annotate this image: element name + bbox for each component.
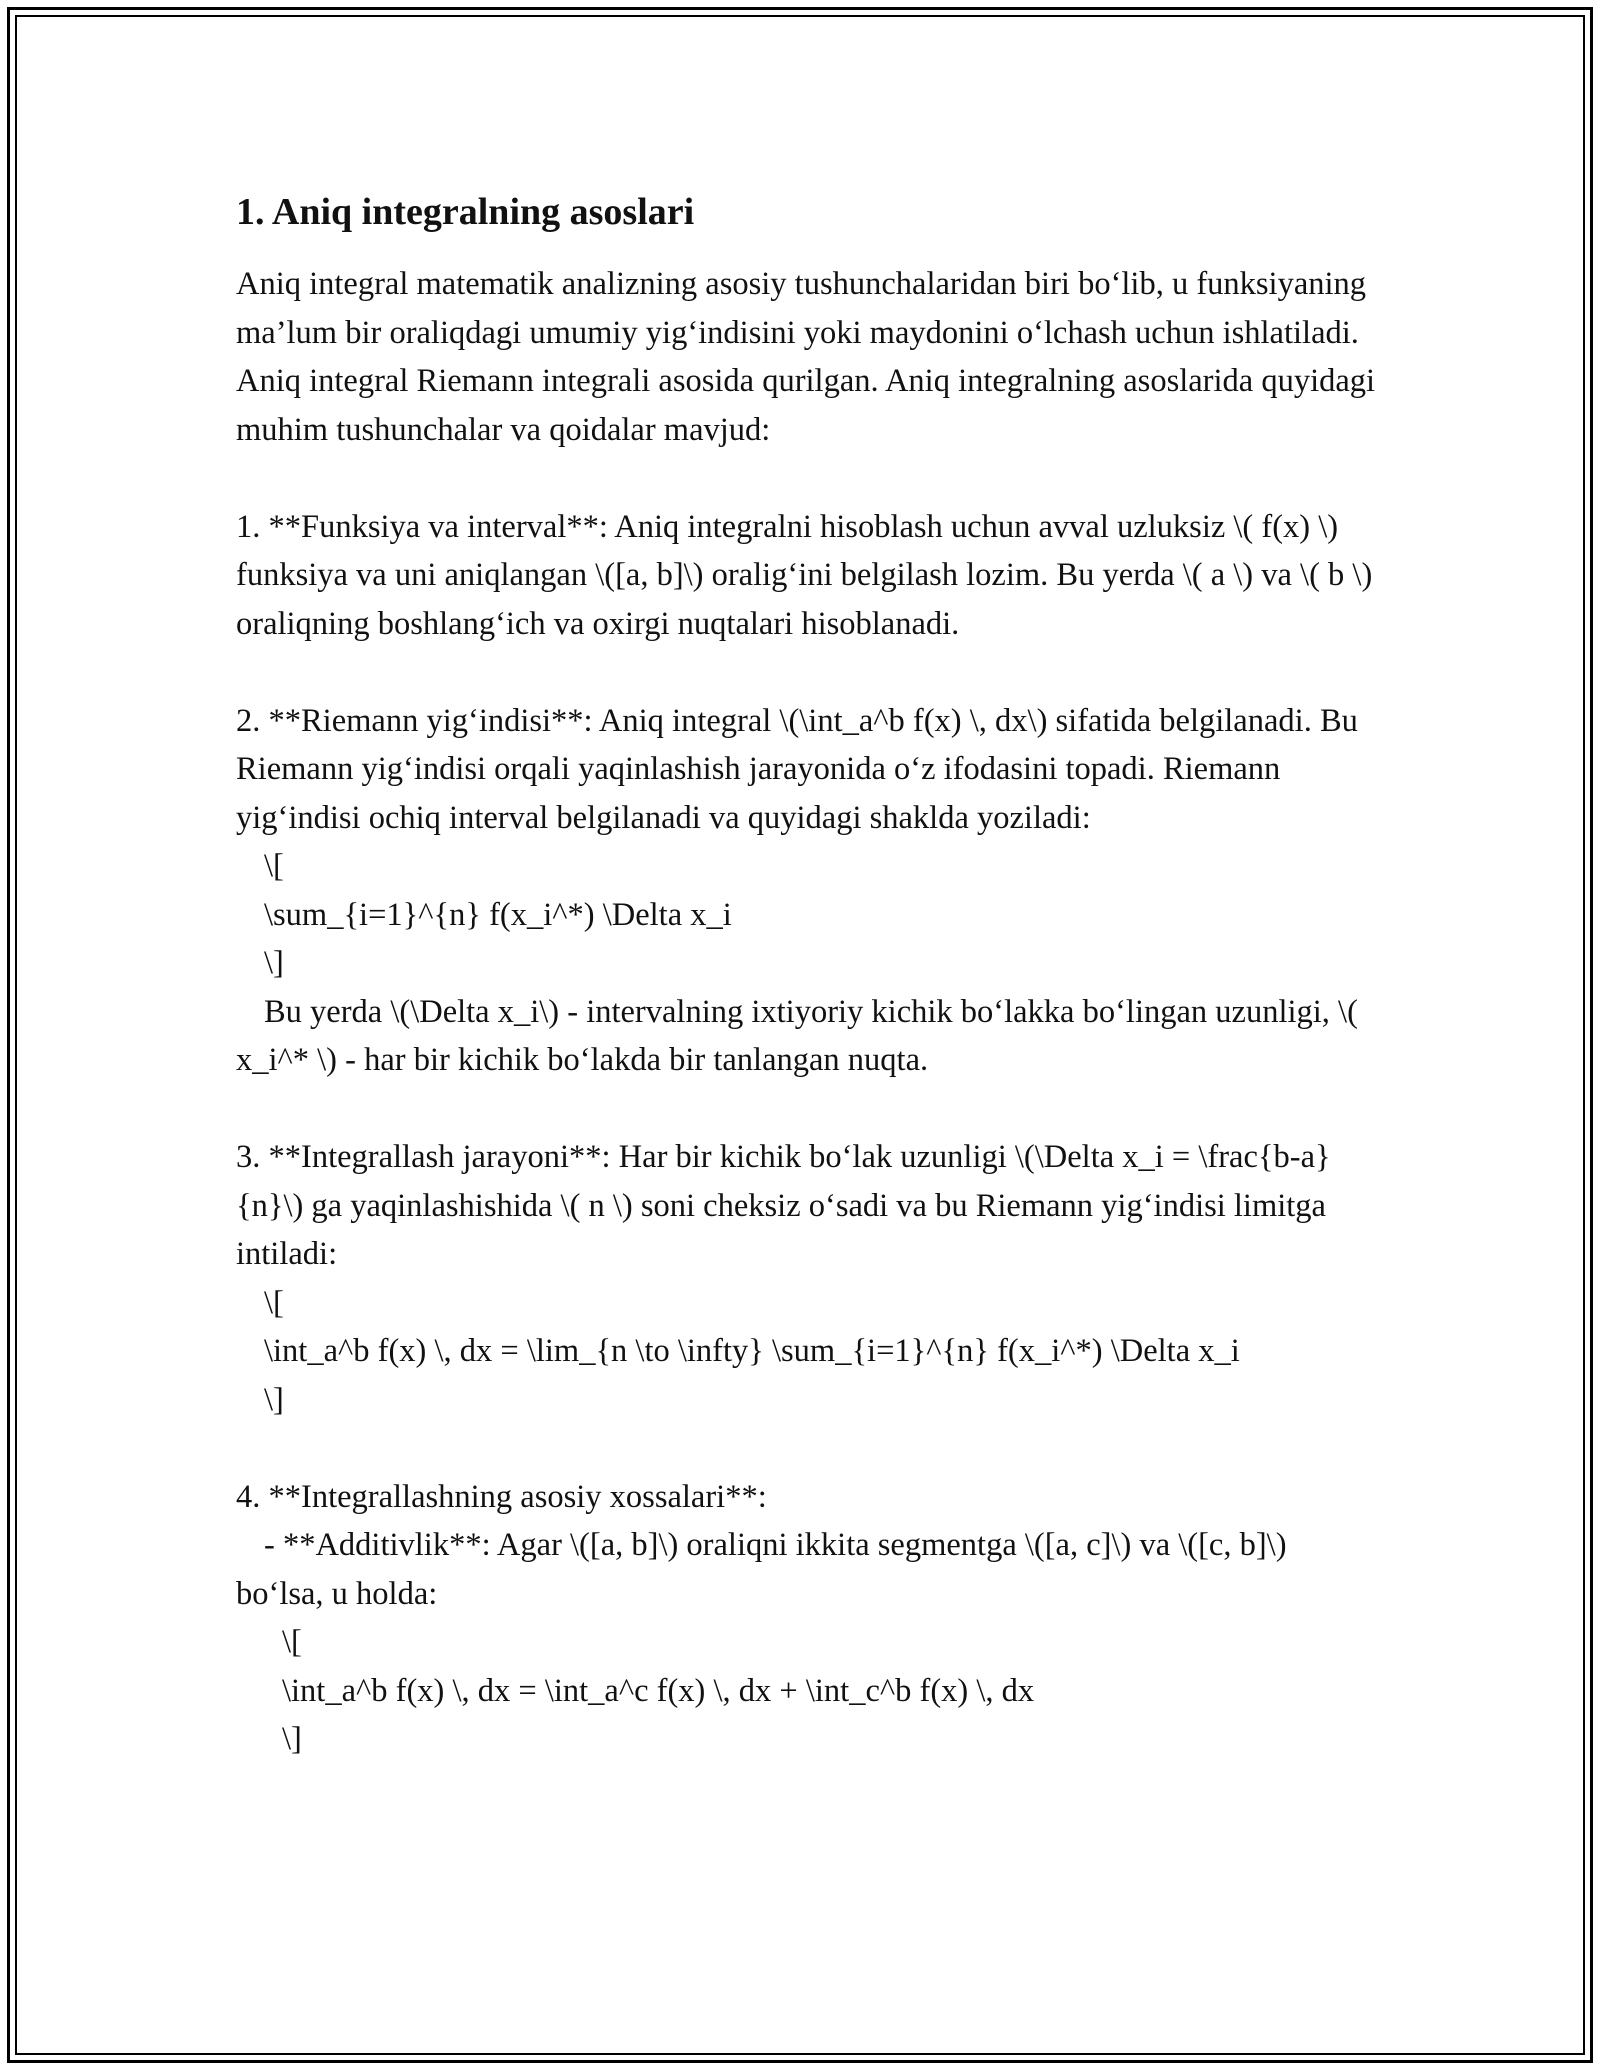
paragraph-spacer [236,454,1376,503]
item-3-formula-close: \] [264,1381,284,1418]
item-4-formula-close: \] [282,1721,302,1757]
item-4-formula: \int_a^b f(x) \, dx = \int_a^c f(x) \, dx + \int_c^b f(x) \, dx [282,1672,1035,1709]
item-3-formula: \int_a^b f(x) \, dx = \lim_{n \to \infty} \sum_{i=1}^{n} f(x_i^*) \Delta x_i [264,1333,1240,1369]
item-4-subitem: - **Additivlik**: Agar \([a, b]\) oraliqni ikkita segmentga \([a, c]\) va \([c, b]\) bo‘lsa, u holda: [236,1527,1287,1612]
item-1-paragraph: 1. **Funksiya va interval**: Aniq integralni hisoblash uchun avval uzluksiz \( f(x) \) funksiya va uni aniqlangan \([a, b]\) oralig‘ini belgilash lozim. Bu yerda \( a \) va \( b \) oraliqning boshlang‘ich va oxirgi nuqtalari hisoblanadi. [236,508,1373,642]
item-2-paragraph: 2. **Riemann yig‘indisi**: Aniq integral \(\int_a^b f(x) \, dx\) sifatida belgilanadi. Bu Riemann yig‘indisi orqali yaqinlashish jarayonida o‘z ifodasini topadi. Riemann yig‘indisi ochiq interval belgilanadi va quyidagi shaklda yoziladi: [236,702,1358,836]
paragraph-spacer [236,1424,1376,1473]
item-2-note: Bu yerda \(\Delta x_i\) - intervalning ixtiyoriy kichik bo‘lakka bo‘lingan uzunligi, \( x_i^* \) - har bir kichik bo‘lakda bir tanlangan nuqta. [236,993,1358,1078]
intro-paragraph: Aniq integral matematik analizning asosiy tushunchalaridan biri bo‘lib, u funksiyaning ma’lum bir oraliqdagi umumiy yig‘indisini yoki maydonini o‘lchash uchun ishlatiladi. Aniq integral Riemann integrali asosida qurilgan. Aniq integralning asoslarida quyidagi muhim tushunchalar va qoidalar mavjud: [236,266,1376,448]
item-4-formula-open: \[ [282,1624,302,1660]
document-page [236,186,1376,1764]
item-3-paragraph: 3. **Integrallash jarayoni**: Har bir kichik bo‘lak uzunligi \(\Delta x_i = \frac{b-a}{n}\) ga yaqinlashishida \( n \) soni cheksiz o‘sadi va bu Riemann yig‘indisi limitga intiladi: [236,1139,1331,1272]
paragraph-spacer [236,1085,1376,1134]
document-heading: 1. Aniq integralning asoslari [236,191,695,233]
item-4-paragraph: 4. **Integrallashning asosiy xossalari**: [236,1478,767,1515]
paragraph-spacer [236,648,1376,697]
item-2-formula-open: \[ [264,848,284,884]
item-3-formula-open: \[ [264,1284,284,1321]
item-2-formula-close: \] [264,945,284,981]
item-2-formula: \sum_{i=1}^{n} f(x_i^*) \Delta x_i [264,896,732,933]
